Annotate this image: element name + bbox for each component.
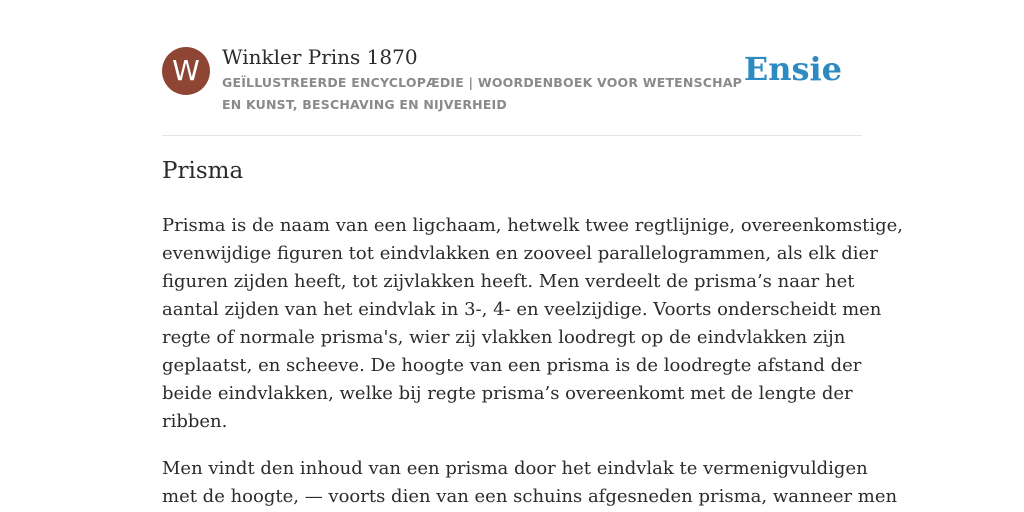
article-body <box>162 212 903 512</box>
article-line: evenwijdige figuren tot eindvlakken en zooveel parallelogrammen, als elk dier <box>162 243 878 264</box>
page-container <box>162 0 903 507</box>
article-line: met de hoogte, — voorts dien van een schuins afgesneden prisma, wanneer men <box>162 486 898 507</box>
article-line: ribben. <box>162 411 228 432</box>
source-subtitle: GEÏLLUSTREERDE ENCYCLOPÆDIE | WOORDENBOEK VOOR WETENSCHAP EN KUNST, BESCHAVING EN NIJVERHEID <box>222 75 743 112</box>
source-title[interactable]: Winkler Prins 1870 <box>222 45 418 69</box>
article-line: aantal zijden van het eindvlak in 3-, 4- en veelzijdige. Voorts onderscheidt men <box>162 299 882 320</box>
article-line: geplaatst, en scheeve. De hoogte van een prisma is de loodregte afstand der <box>162 355 862 376</box>
article-line: beide eindvlakken, welke bij regte prisma’s overeenkomt met de lengte der <box>162 383 853 404</box>
article-line: figuren zijden heeft, tot zijvlakken heeft. Men verdeelt de prisma’s naar het <box>162 271 855 292</box>
article-paragraph-2 <box>162 455 898 511</box>
article-title: Prisma <box>162 158 244 184</box>
article-line: regte of normale prisma's, wier zij vlakken loodregt op de eindvlakken zijn <box>162 327 846 348</box>
article-line: Men vindt den inhoud van een prisma door het eindvlak te vermenigvuldigen <box>162 458 868 479</box>
ensie-logo[interactable]: Ensie <box>743 50 842 88</box>
article-paragraph-1 <box>162 212 903 436</box>
source-avatar[interactable]: W <box>162 47 210 95</box>
source-header <box>162 0 862 136</box>
article-line: Prisma is de naam van een ligchaam, hetwelk twee regtlijnige, overeenkomstige, <box>162 215 903 236</box>
